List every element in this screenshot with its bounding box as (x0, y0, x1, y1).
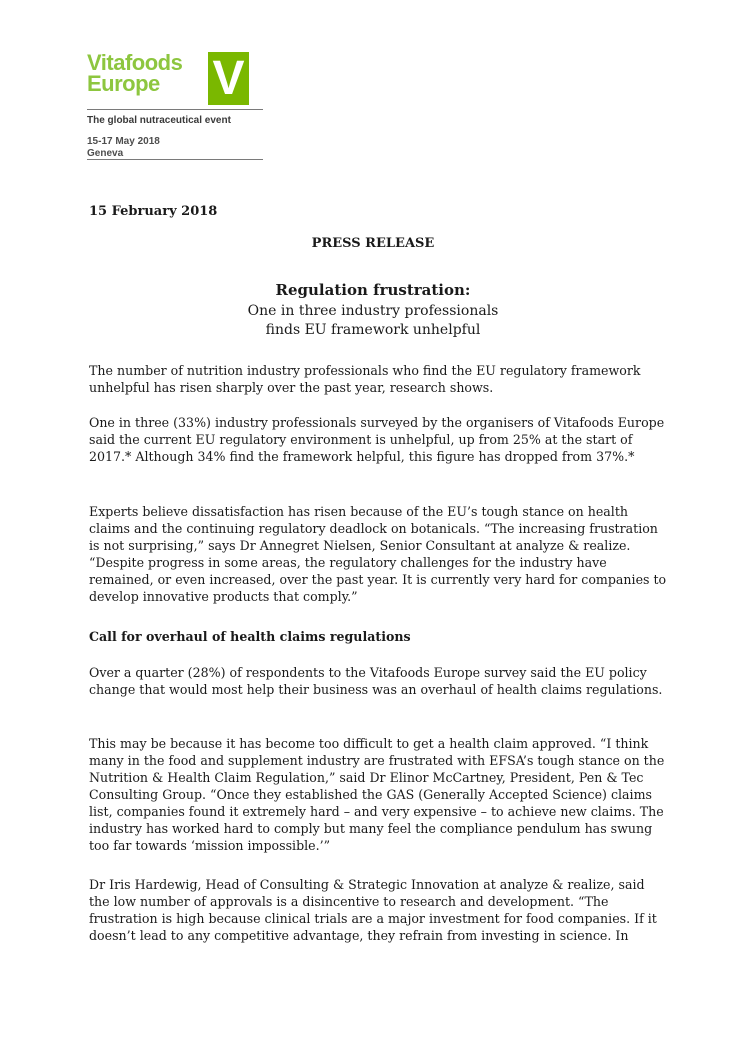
release-date: 15 February 2018 (89, 204, 218, 219)
section-heading-health-claims: Call for overhaul of health claims regulations (89, 629, 411, 644)
event-city: Geneva (87, 148, 124, 159)
paragraph-hardewig: Dr Iris Hardewig, Head of Consulting & Strategic Innovation at analyze & realize, said the low number of approvals is a disincentive to research and development. “The frustration is high because clinical trials are a major investment for food companies. If it doesn’t lead to any competitive advantage, they refrain from investing in science. In (89, 877, 657, 943)
paragraph-survey: One in three (33%) industry professionals surveyed by the organisers of Vitafoods Europe said the current EU regulatory environment is unhelpful, up from 25% at the start of 2017.* Although 34% find the framework helpful, this figure has dropped from 37%.* (89, 415, 665, 464)
press-release-label: PRESS RELEASE (311, 236, 435, 251)
logo-brand-line1: Vitafoods (87, 50, 183, 75)
subhead-line-1: One in three industry professionals (247, 303, 499, 319)
event-dates: 15-17 May 2018 (87, 136, 160, 147)
logo-tagline: The global nutraceutical event (87, 115, 231, 126)
logo-v-mark: V (208, 52, 249, 105)
headline: Regulation frustration: (275, 281, 471, 299)
paragraph-overhaul: Over a quarter (28%) of respondents to the Vitafoods Europe survey said the EU policy change that would most help their business was an overhaul of health claims regulations. (89, 665, 663, 697)
logo-divider-bottom (87, 159, 263, 160)
paragraph-approval: This may be because it has become too difficult to get a health claim approved. “I think many in the food and supplement industry are frustrated with EFSA’s tough stance on the Nutrition & Health Claim Regulation,” said Dr Elinor McCartney, President, Pen & Tec Consulting Group. “Once they established the GAS (Generally Accepted Science) claims list, companies found it extremely hard – and very expensive – to achieve new claims. The industry has worked hard to comply but many feel the compliance pendulum has swung too far towards ‘mission impossible.’” (89, 736, 665, 853)
paragraph-experts: Experts believe dissatisfaction has risen because of the EU’s tough stance on health claims and the continuing regulatory deadlock on botanicals. “The increasing frustration is not surprising,” says Dr Annegret Nielsen, Senior Consultant at analyze & realize. “Despite progress in some areas, the regulatory challenges for the industry have remained, or even increased, over the past year. It is currently very hard for companies to develop innovative products that comply.” (89, 504, 667, 604)
paragraph-intro: The number of nutrition industry professionals who find the EU regulatory framework unhelpful has risen sharply over the past year, research shows. (89, 363, 641, 395)
logo-brand-line2: Europe (87, 71, 160, 96)
logo-divider-top (87, 109, 263, 110)
subhead-line-2: finds EU framework unhelpful (265, 322, 481, 338)
subheadline (0, 302, 746, 340)
